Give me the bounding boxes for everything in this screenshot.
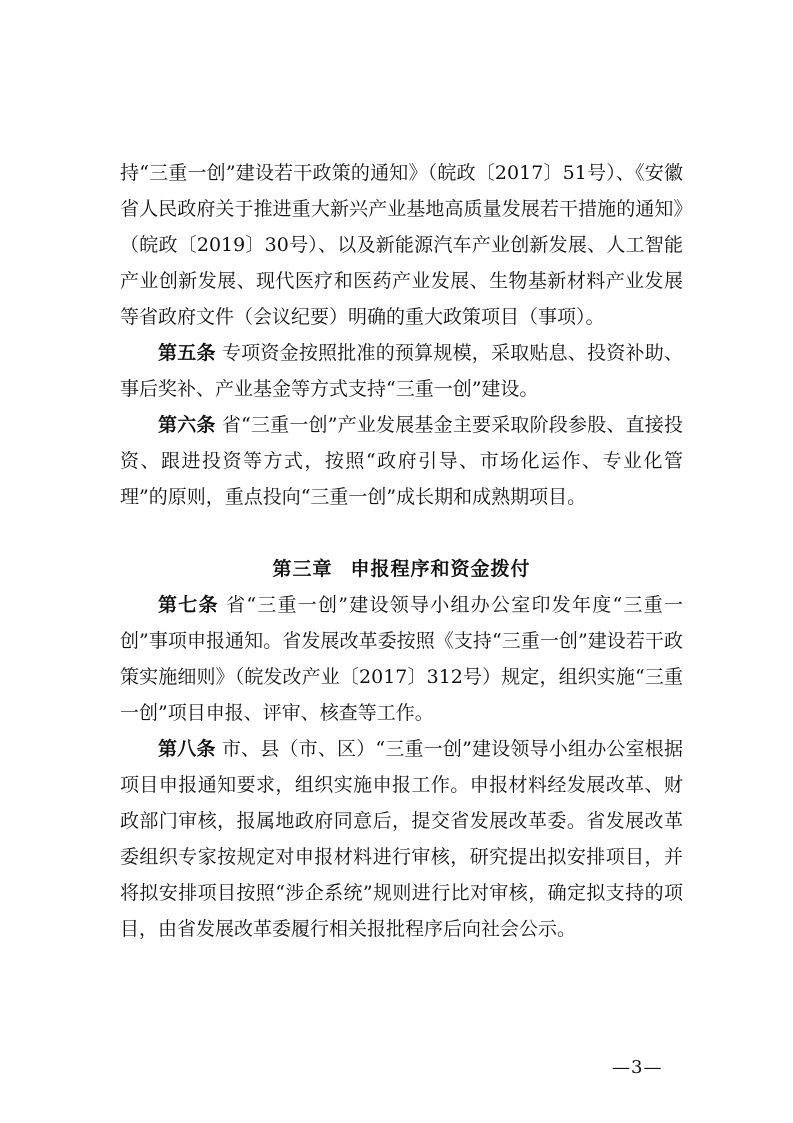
article-6	[120, 407, 683, 515]
article-5-text: 专项资金按照批准的预算规模，采取贴息、投资补助、事后奖补、产业基金等方式支持“三重一创”建设。	[120, 342, 683, 400]
chapter-title: 申报程序和资金拨付	[350, 558, 531, 580]
article-5-title: 第五条	[158, 342, 216, 364]
article-5	[120, 335, 683, 407]
article-7	[120, 587, 683, 731]
article-7-text: 省“三重一创”建设领导小组办公室印发年度“三重一创”事项申报通知。省发展改革委按照《支持“三重一创”建设若干政策实施细则》（皖发改产业〔2017〕312号）规定，组织实施“三重一创”项目申报、评审、核查等工作。	[120, 594, 683, 724]
page-number: —3—	[612, 1057, 663, 1078]
document-body	[120, 155, 683, 947]
chapter-number: 第三章	[272, 558, 333, 580]
article-6-text: 省“三重一创”产业发展基金主要采取阶段参股、直接投资、跟进投资等方式，按照“政府引导、市场化运作、专业化管理”的原则，重点投向“三重一创”成长期和成熟期项目。	[120, 414, 683, 508]
continued-paragraph: 持“三重一创”建设若干政策的通知》（皖政〔2017〕51号）、《安徽省人民政府关于推进重大新兴产业基地高质量发展若干措施的通知》（皖政〔2019〕30号）、以及新能源汽车产业创新发展、人工智能产业创新发展、现代医疗和医药产业发展、生物基新材料产业发展等省政府文件（会议纪要）明确的重大政策项目（事项）。	[120, 162, 683, 328]
article-8-text: 市、县（市、区）“三重一创”建设领导小组办公室根据项目申报通知要求，组织实施申报工作。申报材料经发展改革、财政部门审核，报属地政府同意后，提交省发展改革委。省发展改革委组织专家按规定对申报材料进行审核，研究提出拟安排项目，并将拟安排项目按照“涉企系统”规则进行比对审核，确定拟支持的项目，由省发展改革委履行相关报批程序后向社会公示。	[120, 738, 683, 940]
article-6-title: 第六条	[158, 414, 216, 436]
chapter-heading	[120, 551, 683, 587]
article-7-title: 第七条	[158, 594, 219, 616]
article-8	[120, 731, 683, 947]
article-8-title: 第八条	[158, 738, 216, 760]
